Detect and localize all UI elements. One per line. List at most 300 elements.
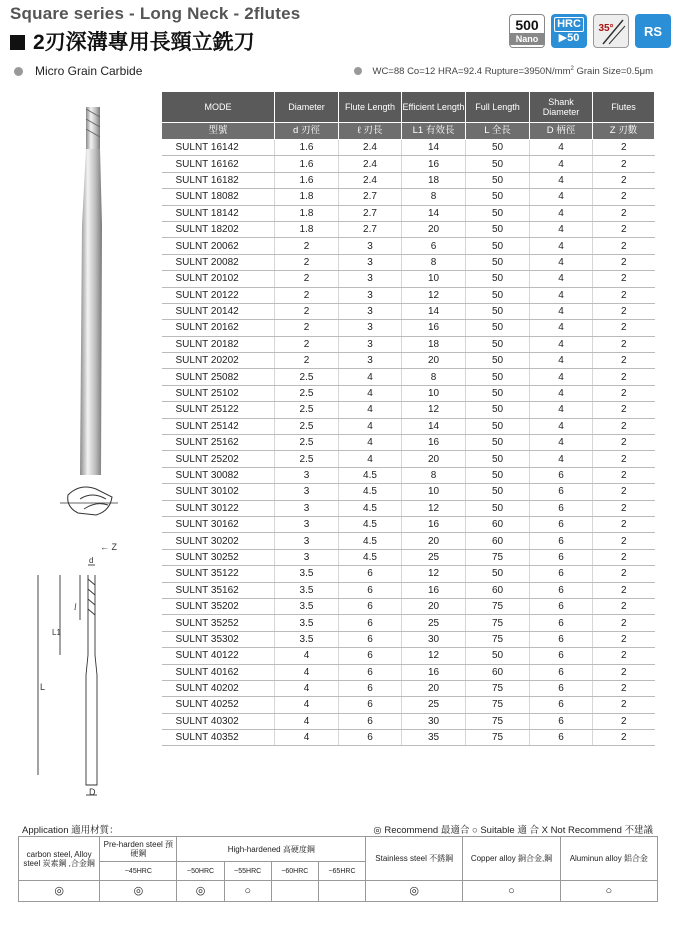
table-cell: 3.5 (275, 598, 339, 614)
table-cell: 4 (530, 435, 593, 451)
table-cell: 2 (593, 549, 655, 565)
table-cell: 2 (593, 140, 655, 156)
table-cell: SULNT 35302 (162, 631, 275, 647)
table-cell: 2.5 (275, 451, 339, 467)
table-cell: 2 (275, 287, 339, 303)
table-cell: 6 (530, 680, 593, 696)
table-cell: 6 (530, 549, 593, 565)
col-diameter-zh: d 刃徑 (275, 123, 339, 140)
table-cell: 25 (402, 697, 466, 713)
table-row (162, 730, 655, 746)
title-chinese-text: 2刃深溝專用長頸立銑刀 (33, 31, 255, 54)
table-row (162, 697, 655, 713)
table-cell: 2.4 (339, 140, 402, 156)
table-cell: 4 (339, 402, 402, 418)
table-cell: 16 (402, 582, 466, 598)
table-cell: 6 (339, 697, 402, 713)
table-cell: 12 (402, 402, 466, 418)
table-cell: SULNT 18082 (162, 189, 275, 205)
table-row (162, 435, 655, 451)
table-cell: 10 (402, 271, 466, 287)
table-row (162, 140, 655, 156)
table-cell: SULNT 25102 (162, 385, 275, 401)
rating-carbon: ◎ (19, 881, 100, 902)
table-cell: 4.5 (339, 484, 402, 500)
table-cell: 50 (466, 238, 530, 254)
rating-copper: ○ (463, 881, 560, 902)
table-cell: 50 (466, 369, 530, 385)
table-cell: 20 (402, 680, 466, 696)
table-row (162, 385, 655, 401)
table-cell: 6 (339, 615, 402, 631)
table-cell: 2 (593, 664, 655, 680)
nano-coating-badge (509, 14, 545, 48)
table-row (162, 271, 655, 287)
hrc-badge-bottom: ▶50 (558, 32, 580, 44)
col-shank-diameter-zh: D 柄徑 (530, 123, 593, 140)
table-cell: 2 (275, 320, 339, 336)
table-cell: 4 (339, 369, 402, 385)
table-cell: SULNT 20182 (162, 336, 275, 352)
table-cell: 50 (466, 353, 530, 369)
table-cell: SULNT 35202 (162, 598, 275, 614)
table-row (162, 189, 655, 205)
table-cell: 50 (466, 484, 530, 500)
table-cell: 16 (402, 516, 466, 532)
table-cell: 4.5 (339, 500, 402, 516)
table-row (162, 631, 655, 647)
col-full-length: Full Length (466, 92, 530, 123)
table-row (162, 156, 655, 172)
table-cell: 50 (466, 140, 530, 156)
table-cell: 75 (466, 615, 530, 631)
table-row (162, 172, 655, 188)
table-row (162, 549, 655, 565)
spec-line (354, 66, 653, 77)
table-cell: 6 (339, 664, 402, 680)
table-cell: SULNT 30202 (162, 533, 275, 549)
table-cell: 75 (466, 598, 530, 614)
table-cell: 2.4 (339, 156, 402, 172)
table-cell: 50 (466, 451, 530, 467)
table-cell: 6 (530, 697, 593, 713)
table-cell: 4 (275, 680, 339, 696)
rating-65 (318, 881, 365, 902)
table-cell: 2 (593, 730, 655, 746)
table-cell: 10 (402, 484, 466, 500)
table-cell: 4 (530, 189, 593, 205)
table-cell: 50 (466, 189, 530, 205)
table-cell: 60 (466, 664, 530, 680)
title-english: Square series - Long Neck - 2flutes (10, 4, 301, 23)
table-cell: 2 (593, 435, 655, 451)
spec-text-grain: Grain Size=0.5μm (573, 66, 653, 78)
table-cell: 50 (466, 271, 530, 287)
table-cell: 50 (466, 303, 530, 319)
table-cell: 75 (466, 697, 530, 713)
table-cell: 20 (402, 353, 466, 369)
table-cell: SULNT 16142 (162, 140, 275, 156)
table-cell: 50 (466, 287, 530, 303)
table-cell: 2 (593, 516, 655, 532)
table-cell: 1.8 (275, 221, 339, 237)
table-cell: 1.6 (275, 156, 339, 172)
application-table (18, 836, 658, 902)
table-cell: SULNT 25162 (162, 435, 275, 451)
hrc-60: ~60HRC (271, 862, 318, 881)
table-cell: 2 (593, 254, 655, 270)
table-cell: 60 (466, 516, 530, 532)
table-cell: 2 (275, 353, 339, 369)
hrc-badge-top: HRC (554, 17, 584, 32)
table-cell: 3 (275, 549, 339, 565)
bullet-dot-icon (14, 67, 23, 76)
table-row (162, 615, 655, 631)
table-cell: 50 (466, 221, 530, 237)
table-cell: SULNT 25142 (162, 418, 275, 434)
table-row (162, 303, 655, 319)
table-row (162, 566, 655, 582)
rating-aluminum: ○ (560, 881, 657, 902)
table-cell: SULNT 35162 (162, 582, 275, 598)
table-cell: 6 (339, 582, 402, 598)
table-cell: 6 (530, 664, 593, 680)
table-cell: SULNT 40162 (162, 664, 275, 680)
table-row (162, 369, 655, 385)
table-cell: 2 (593, 336, 655, 352)
col-flute-length: Flute Length (339, 92, 402, 123)
table-cell: 3 (339, 320, 402, 336)
table-cell: 4 (339, 418, 402, 434)
table-row (162, 484, 655, 500)
L1-label: L1 (52, 628, 61, 637)
table-cell: SULNT 35122 (162, 566, 275, 582)
hrc-50: ~50HRC (177, 862, 224, 881)
table-cell: 2 (593, 271, 655, 287)
table-cell: 2 (593, 287, 655, 303)
table-cell: 4 (530, 287, 593, 303)
table-cell: 2.7 (339, 205, 402, 221)
spec-table-body (162, 140, 655, 746)
table-cell: 2 (593, 566, 655, 582)
app-stainless: Stainless steel 不銹鋼 (366, 837, 463, 881)
app-carbon-steel: carbon steel, Alloy steel 炭素鋼 ,合金鋼 (19, 837, 100, 881)
table-cell: 4 (530, 271, 593, 287)
table-cell: 6 (530, 648, 593, 664)
table-cell: 16 (402, 435, 466, 451)
table-cell: 12 (402, 648, 466, 664)
table-cell: 4 (530, 254, 593, 270)
table-cell: 4 (530, 320, 593, 336)
col-mode: MODE (162, 92, 275, 123)
table-cell: 20 (402, 533, 466, 549)
helix-angle-text: 35° (598, 22, 614, 34)
table-row (162, 287, 655, 303)
rating-45: ◎ (100, 881, 177, 902)
table-cell: 12 (402, 500, 466, 516)
application-label: Application 適用材質： (22, 825, 119, 836)
table-row (162, 680, 655, 696)
table-cell: 6 (339, 566, 402, 582)
table-row (162, 418, 655, 434)
helix-angle-badge (593, 14, 629, 48)
table-cell: SULNT 30122 (162, 500, 275, 516)
table-cell: 3.5 (275, 582, 339, 598)
table-row (162, 336, 655, 352)
table-cell: 2 (593, 385, 655, 401)
table-cell: 2.5 (275, 402, 339, 418)
table-cell: 75 (466, 631, 530, 647)
col-efficient-length-zh: L1 有效長 (402, 123, 466, 140)
table-cell: SULNT 40352 (162, 730, 275, 746)
table-row (162, 664, 655, 680)
table-cell: 50 (466, 156, 530, 172)
table-cell: 75 (466, 680, 530, 696)
table-cell: 18 (402, 336, 466, 352)
rs-badge-text: RS (643, 23, 663, 39)
table-cell: 2 (593, 205, 655, 221)
table-cell: 75 (466, 730, 530, 746)
table-cell: 4 (530, 369, 593, 385)
table-cell: 14 (402, 418, 466, 434)
table-cell: 3 (275, 516, 339, 532)
table-cell: 14 (402, 140, 466, 156)
table-cell: 50 (466, 418, 530, 434)
table-cell: 8 (402, 369, 466, 385)
table-cell: 3 (339, 353, 402, 369)
table-cell: 3 (275, 484, 339, 500)
table-cell: 4.5 (339, 533, 402, 549)
col-flutes: Flutes (593, 92, 655, 123)
table-cell: SULNT 18202 (162, 221, 275, 237)
table-cell: 35 (402, 730, 466, 746)
header-row-en (162, 92, 655, 123)
table-cell: 12 (402, 287, 466, 303)
table-cell: 4 (530, 221, 593, 237)
table-cell: 4 (530, 418, 593, 434)
table-cell: 4 (530, 140, 593, 156)
table-cell: 50 (466, 320, 530, 336)
table-cell: 6 (530, 500, 593, 516)
table-cell: 3.5 (275, 631, 339, 647)
table-cell: 50 (466, 254, 530, 270)
table-cell: 3 (339, 254, 402, 270)
app-aluminum: Aluminun alloy 鋁合金 (560, 837, 657, 881)
hrc-badge (551, 14, 587, 48)
table-cell: 20 (402, 221, 466, 237)
table-cell: SULNT 40302 (162, 713, 275, 729)
table-cell: 16 (402, 664, 466, 680)
table-cell: 60 (466, 582, 530, 598)
table-cell: 50 (466, 648, 530, 664)
table-cell: 3 (339, 238, 402, 254)
table-cell: 2 (593, 500, 655, 516)
table-cell: SULNT 25202 (162, 451, 275, 467)
table-cell: SULNT 16182 (162, 172, 275, 188)
table-cell: 30 (402, 631, 466, 647)
table-cell: 2.5 (275, 418, 339, 434)
material-line (14, 64, 142, 78)
table-cell: 6 (530, 484, 593, 500)
table-cell: 2 (275, 271, 339, 287)
table-cell: 6 (339, 598, 402, 614)
table-cell: 2 (275, 254, 339, 270)
table-cell: 8 (402, 189, 466, 205)
table-cell: 2 (593, 713, 655, 729)
D-label: D (89, 787, 96, 797)
table-cell: 75 (466, 549, 530, 565)
col-flutes-zh: Z 刃數 (593, 123, 655, 140)
spec-text-superscript: 2 (570, 66, 574, 72)
table-cell: 50 (466, 435, 530, 451)
table-row (162, 238, 655, 254)
table-cell: 2 (593, 648, 655, 664)
table-cell: SULNT 40252 (162, 697, 275, 713)
table-cell: 2 (275, 336, 339, 352)
table-cell: 50 (466, 172, 530, 188)
table-cell: 6 (339, 648, 402, 664)
rating-row (19, 881, 658, 902)
table-cell: 3 (275, 500, 339, 516)
table-row (162, 451, 655, 467)
d-label: d (89, 556, 94, 565)
table-cell: 2 (593, 303, 655, 319)
table-cell: 50 (466, 402, 530, 418)
table-cell: SULNT 35252 (162, 615, 275, 631)
table-cell: SULNT 20102 (162, 271, 275, 287)
rating-60 (271, 881, 318, 902)
table-cell: 2 (593, 156, 655, 172)
table-cell: 4 (530, 336, 593, 352)
table-cell: 6 (339, 631, 402, 647)
table-cell: 2 (593, 418, 655, 434)
table-cell: 2 (593, 533, 655, 549)
table-cell: 6 (339, 713, 402, 729)
table-row (162, 467, 655, 483)
table-cell: 50 (466, 467, 530, 483)
table-cell: 6 (530, 631, 593, 647)
table-cell: 2.7 (339, 189, 402, 205)
table-cell: SULNT 18142 (162, 205, 275, 221)
table-cell: 2.5 (275, 435, 339, 451)
table-cell: 4 (530, 353, 593, 369)
dimension-drawing (38, 565, 97, 795)
tool-drawings (0, 95, 160, 805)
table-cell: SULNT 16162 (162, 156, 275, 172)
table-cell: 25 (402, 549, 466, 565)
table-cell: 2 (593, 484, 655, 500)
table-row (162, 254, 655, 270)
table-cell: 75 (466, 713, 530, 729)
table-cell: 2 (593, 697, 655, 713)
spec-text-main: WC=88 Co=12 HRA=92.4 Rupture=3950N/mm (372, 66, 571, 78)
table-cell: 2 (593, 615, 655, 631)
col-full-length-zh: L 全長 (466, 123, 530, 140)
table-cell: 50 (466, 500, 530, 516)
table-cell: 50 (466, 205, 530, 221)
table-cell: 50 (466, 566, 530, 582)
table-cell: 2 (593, 451, 655, 467)
square-bullet-icon (10, 35, 25, 50)
app-copper: Copper alloy 銅合金,鋼 (463, 837, 560, 881)
table-cell: 1.6 (275, 140, 339, 156)
table-cell: 6 (339, 730, 402, 746)
feature-badges (509, 14, 671, 48)
table-cell: 6 (530, 533, 593, 549)
nano-badge-bottom: Nano (510, 33, 544, 45)
table-cell: 16 (402, 320, 466, 336)
table-cell: 3 (339, 303, 402, 319)
nano-badge-top: 500 (515, 16, 539, 33)
table-cell: 6 (530, 598, 593, 614)
table-cell: 6 (530, 730, 593, 746)
table-cell: 30 (402, 713, 466, 729)
z-label: ← Z (100, 542, 117, 552)
table-cell: 4 (530, 385, 593, 401)
table-cell: 3 (339, 336, 402, 352)
table-cell: 4 (530, 156, 593, 172)
table-cell: 8 (402, 254, 466, 270)
rating-55: ○ (224, 881, 271, 902)
hrc-65: ~65HRC (318, 862, 365, 881)
table-cell: 4.5 (339, 467, 402, 483)
table-cell: 6 (339, 680, 402, 696)
rating-50: ◎ (177, 881, 224, 902)
table-cell: 3 (275, 533, 339, 549)
table-cell: 2 (593, 631, 655, 647)
table-cell: 2 (275, 238, 339, 254)
table-cell: SULNT 30252 (162, 549, 275, 565)
table-cell: 2 (593, 353, 655, 369)
app-preharden: Pre-harden steel 預硬鋼 (100, 837, 177, 862)
table-cell: 3 (275, 467, 339, 483)
table-cell: 6 (530, 582, 593, 598)
table-row (162, 353, 655, 369)
table-cell: 4 (530, 402, 593, 418)
table-cell: 2 (593, 238, 655, 254)
header-row-zh (162, 123, 655, 140)
table-cell: 50 (466, 385, 530, 401)
table-cell: SULNT 20122 (162, 287, 275, 303)
table-cell: SULNT 30162 (162, 516, 275, 532)
table-cell: SULNT 20062 (162, 238, 275, 254)
table-cell: 50 (466, 336, 530, 352)
table-cell: 60 (466, 533, 530, 549)
col-shank-diameter: Shank Diameter (530, 92, 593, 123)
table-cell: SULNT 30082 (162, 467, 275, 483)
table-row (162, 533, 655, 549)
table-cell: 2 (275, 303, 339, 319)
col-mode-zh: 型號 (162, 123, 275, 140)
table-cell: 2.5 (275, 385, 339, 401)
table-cell: 4 (530, 451, 593, 467)
table-cell: 3 (339, 287, 402, 303)
table-row (162, 582, 655, 598)
rating-legend: ◎ Recommend 最適合 ○ Suitable 適 合 X Not Recommend 不建議 (373, 825, 653, 836)
table-cell: 4 (339, 435, 402, 451)
table-cell: 1.6 (275, 172, 339, 188)
rs-badge (635, 14, 671, 48)
table-cell: 8 (402, 467, 466, 483)
table-cell: 2 (593, 189, 655, 205)
table-cell: 2 (593, 320, 655, 336)
table-cell: 1.8 (275, 189, 339, 205)
table-cell: 18 (402, 172, 466, 188)
hrc-55: ~55HRC (224, 862, 271, 881)
table-cell: 2 (593, 172, 655, 188)
end-view-drawing (60, 487, 118, 552)
table-cell: 6 (530, 615, 593, 631)
